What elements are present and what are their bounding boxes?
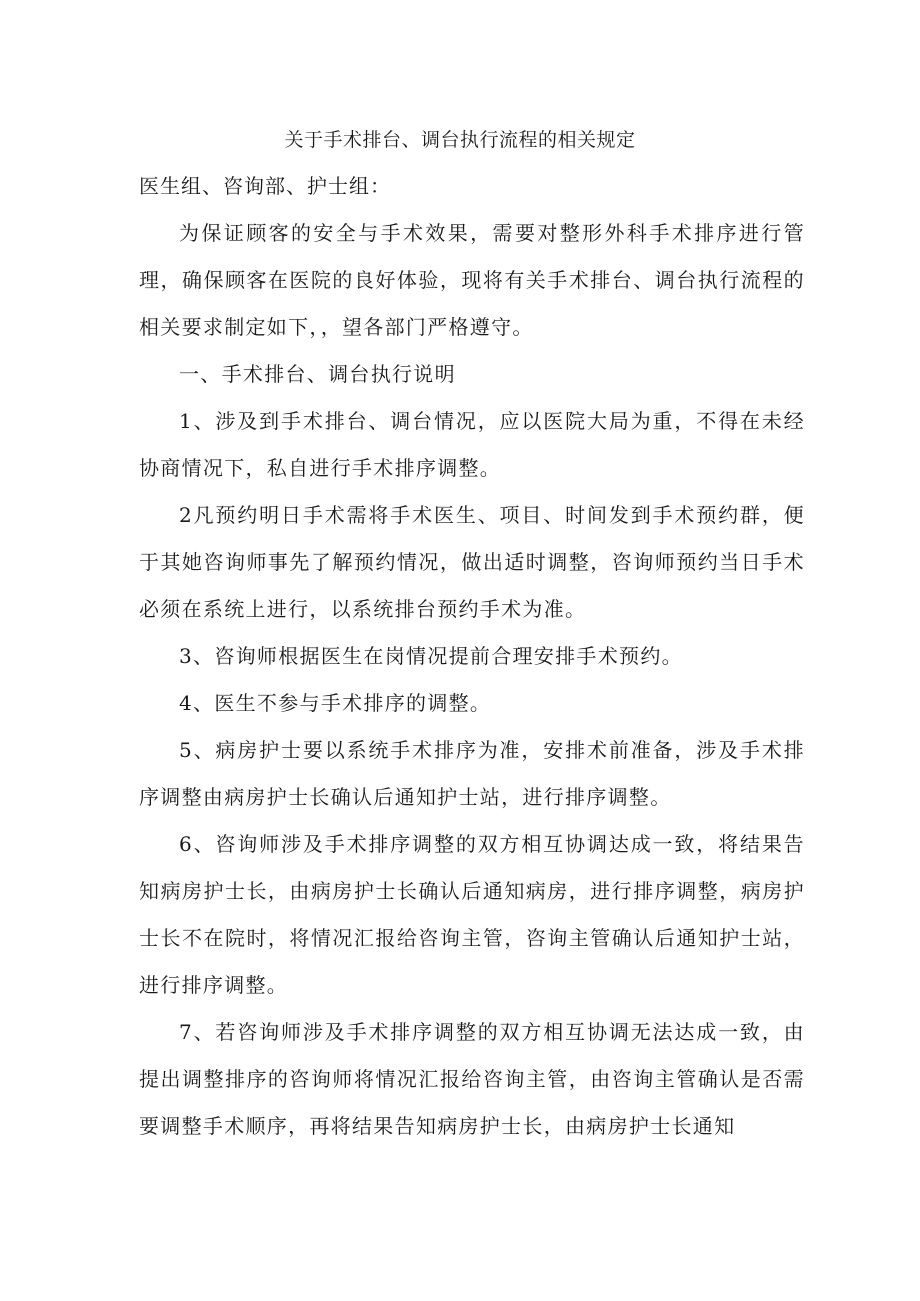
rule-item-1: 1、涉及到手术排台、调台情况，应以医院大局为重，不得在未经协商情况下，私自进行手术排序调整。 xyxy=(139,409,805,480)
rule-item-4: 4、医生不参与手术排序的调整。 xyxy=(179,691,492,715)
rule-item-7: 7、若咨询师涉及手术排序调整的双方相互协调无法达成一致，由提出调整排序的咨询师将情况汇报给咨询主管，由咨询主管确认是否需要调整手术顺序，再将结果告知病房护士长，由病房护士长通知 xyxy=(139,1020,805,1138)
rule-item-5: 5、病房护士要以系统手术排序为准，安排术前准备，涉及手术排序调整由病房护士长确认后通知护士站，进行排序调整。 xyxy=(139,738,805,809)
document-title: 关于手术排台、调台执行流程的相关规定 xyxy=(284,129,636,151)
intro-paragraph: 为保证顾客的安全与手术效果，需要对整形外科手术排序进行管理，确保顾客在医院的良好体验，现将有关手术排台、调台执行流程的相关要求制定如下，，望各部门严格遵守。 xyxy=(139,221,805,339)
rule-item-3: 3、咨询师根据医生在岗情况提前合理安排手术预约。 xyxy=(179,644,683,668)
section-heading: 一、手术排台、调台执行说明 xyxy=(179,362,456,386)
salutation: 医生组、咨询部、护士组： xyxy=(139,174,391,198)
rule-item-2: 2凡预约明日手术需将手术医生、项目、时间发到手术预约群，便于其她咨询师事先了解预约情况，做出适时调整，咨询师预约当日手术必须在系统上进行，以系统排台预约手术为准。 xyxy=(139,503,805,621)
document-body xyxy=(139,166,805,1150)
rule-item-6: 6、咨询师涉及手术排序调整的双方相互协调达成一致，将结果告知病房护士长，由病房护士长确认后通知病房，进行排序调整，病房护士长不在院时，将情况汇报给咨询主管，咨询主管确认后通知护士站，进行排序调整。 xyxy=(139,832,805,997)
